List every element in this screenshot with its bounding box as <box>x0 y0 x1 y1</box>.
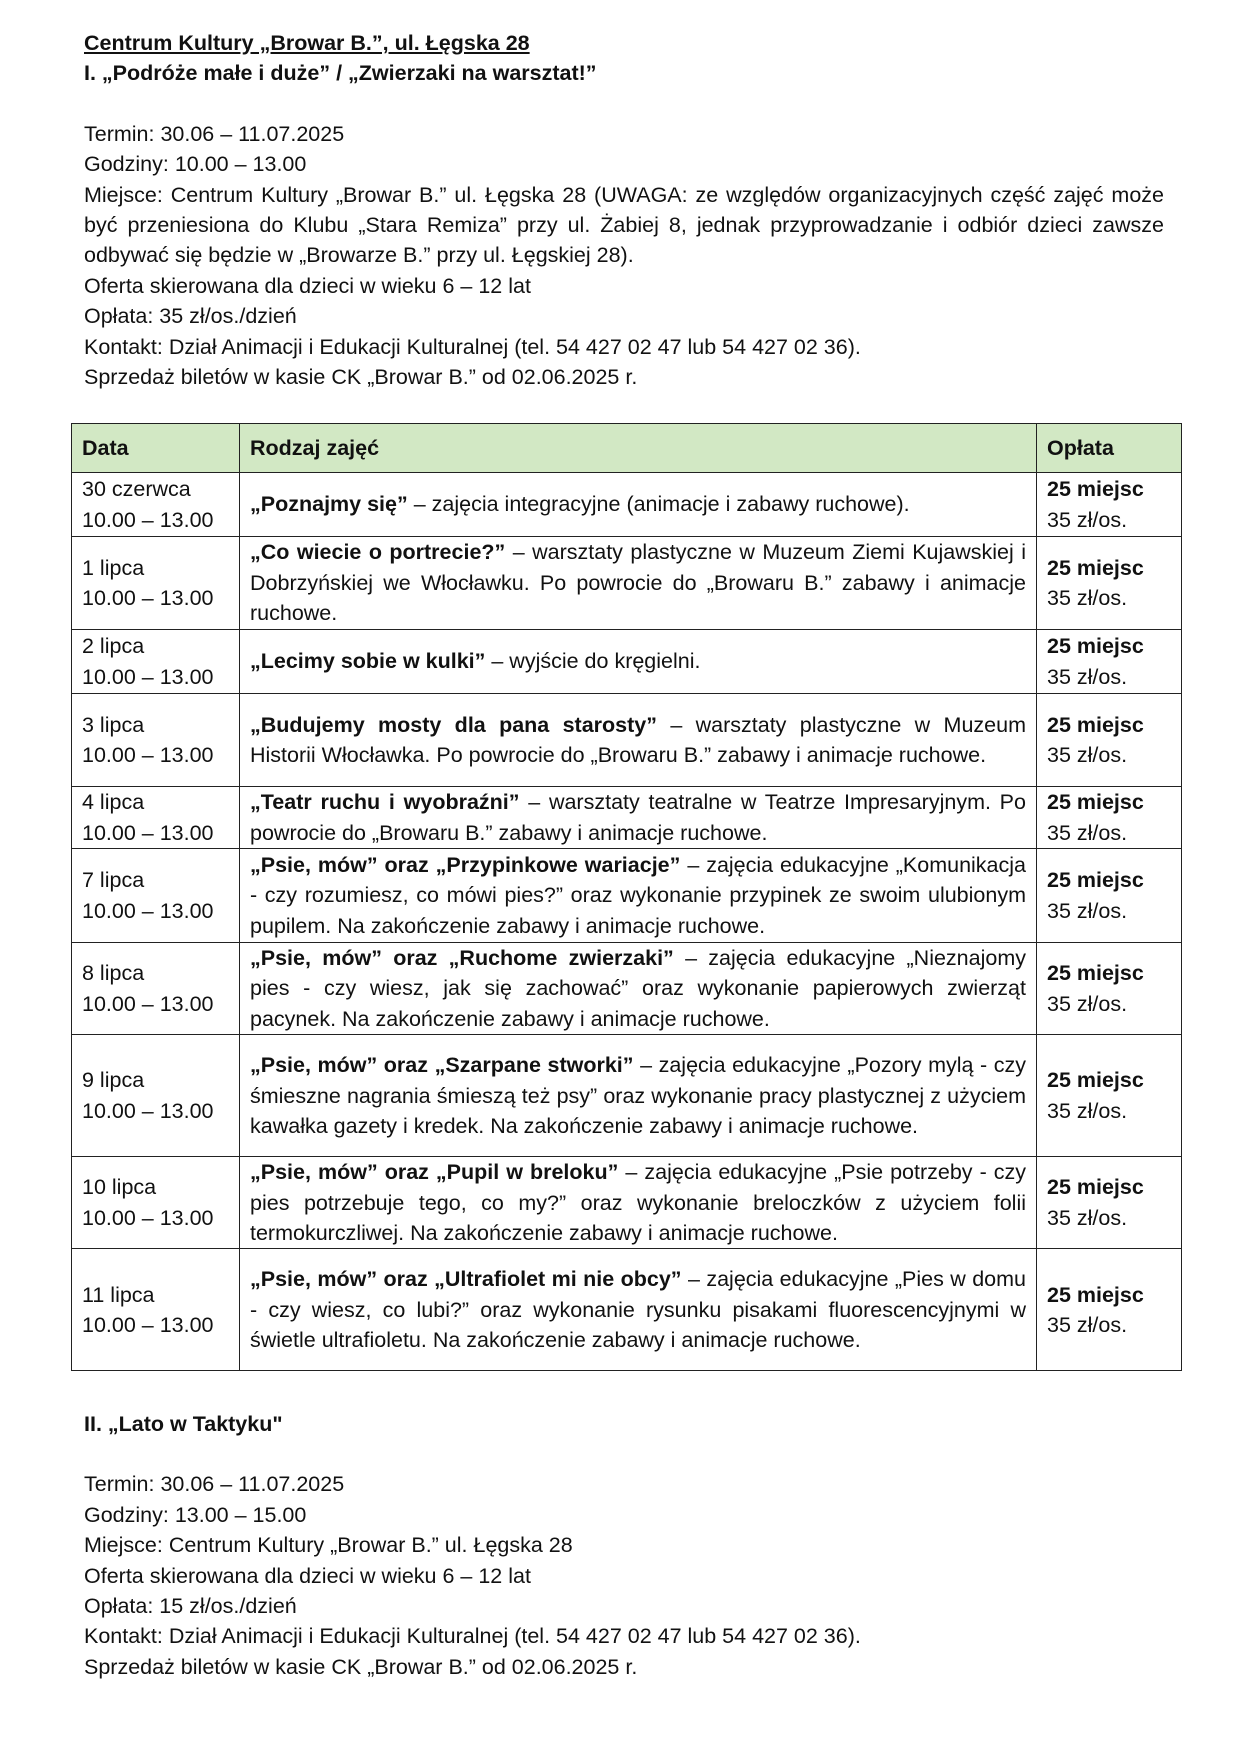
fee-line: Opłata: 35 zł/os./dzień <box>84 304 297 329</box>
row-day: 3 lipca <box>82 712 145 737</box>
row-title: „Psie, mów” oraz „Przypinkowe wariacje” <box>250 852 681 877</box>
row-price: 35 zł/os. <box>1047 820 1128 845</box>
row-seats: 25 miejsc <box>1047 555 1144 580</box>
row-hours: 10.00 – 13.00 <box>82 1205 214 1230</box>
row-seats: 25 miejsc <box>1047 1282 1144 1307</box>
table-row <box>72 473 1182 537</box>
table-row <box>72 537 1182 630</box>
row-price: 35 zł/os. <box>1047 507 1128 532</box>
row-hours: 10.00 – 13.00 <box>82 1098 214 1123</box>
row-seats: 25 miejsc <box>1047 961 1144 986</box>
row-price: 35 zł/os. <box>1047 898 1128 923</box>
row-seats: 25 miejsc <box>1047 1068 1144 1093</box>
row-title: „Psie, mów” oraz „Szarpane stworki” <box>250 1053 634 1078</box>
row-desc: – zajęcia edukacyjne „Nieznajomy pies - czy wiesz, jak się zachować” oraz wykonanie papierowych zwierząt pacynek. Na zakończenie zabawy i animacje ruchowe. <box>250 946 1026 1031</box>
table-row <box>72 1035 1182 1157</box>
offer-line: Oferta skierowana dla dzieci w wieku 6 – 12 lat <box>84 1563 531 1588</box>
table-row <box>72 943 1182 1035</box>
venue-heading: Centrum Kultury „Browar B.”, ul. Łęgska 28 <box>84 31 530 55</box>
row-hours: 10.00 – 13.00 <box>82 664 214 689</box>
row-day: 2 lipca <box>82 634 145 659</box>
row-desc: – zajęcia edukacyjne „Komunikacja - czy rozumiesz, co mówi pies?” oraz wykonanie przypinek ze swoim ulubionym pupilem. Na zakończenie zabawy i animacje ruchowe. <box>250 852 1026 938</box>
row-price: 35 zł/os. <box>1047 1205 1128 1230</box>
row-price: 35 zł/os. <box>1047 991 1128 1016</box>
row-seats: 25 miejsc <box>1047 868 1144 893</box>
row-title: „Psie, mów” oraz „Ruchome zwierzaki” <box>250 946 674 970</box>
row-desc: – zajęcia integracyjne (animacje i zabawy ruchowe). <box>407 492 910 517</box>
section2-title: II. „Lato w Taktyku" <box>84 1412 283 1436</box>
hours-line: Godziny: 10.00 – 13.00 <box>84 152 307 177</box>
row-title: „Teatr ruchu i wyobraźni” <box>250 790 520 815</box>
row-title: „Lecimy sobie w kulki” <box>250 649 486 674</box>
row-hours: 10.00 – 13.00 <box>82 1312 214 1337</box>
row-seats: 25 miejsc <box>1047 790 1144 815</box>
row-title: „Psie, mów” oraz „Ultrafiolet mi nie obcy” <box>250 1267 682 1292</box>
row-price: 35 zł/os. <box>1047 1312 1128 1337</box>
row-day: 11 lipca <box>82 1282 155 1307</box>
term-line: Termin: 30.06 – 11.07.2025 <box>84 1472 345 1497</box>
row-day: 4 lipca <box>82 790 145 815</box>
header-activity: Rodzaj zajęć <box>240 424 1037 473</box>
contact-line: Kontakt: Dział Animacji i Edukacji Kulturalnej (tel. 54 427 02 47 lub 54 427 02 36). <box>84 334 861 359</box>
place-line: Miejsce: Centrum Kultury „Browar B.” ul. Łęgska 28 (UWAGA: ze względów organizacyjnych część zajęć może być przeniesiona do Klubu „Stara Remiza” przy ul. Żabiej 8, jednak przyprowadzanie i odbiór dzieci zawsze odbywać się będzie w „Browarze B.” przy ul. Łęgskiej 28). <box>84 182 1164 268</box>
place-line: Miejsce: Centrum Kultury „Browar B.” ul. Łęgska 28 <box>84 1533 573 1558</box>
row-hours: 10.00 – 13.00 <box>82 586 214 610</box>
row-desc: – zajęcia edukacyjne „Pozory mylą - czy śmieszne nagrania śmieszą też psy” oraz wykonanie pracy plastycznej z użyciem kawałka gazety i kredek. Na zakończenie zabawy i animacje ruchowe. <box>250 1053 1026 1138</box>
row-day: 8 lipca <box>82 961 145 986</box>
offer-line: Oferta skierowana dla dzieci w wieku 6 – 12 lat <box>84 273 531 298</box>
row-price: 35 zł/os. <box>1047 1098 1128 1123</box>
row-title: „Co wiecie o portrecie?” <box>250 540 506 565</box>
row-day: 9 lipca <box>82 1068 145 1093</box>
fee-line: Opłata: 15 zł/os./dzień <box>84 1594 297 1619</box>
row-desc: – warsztaty plastyczne w Muzeum Historii Włocławka. Po powrocie do „Browaru B.” zabawy i animacje ruchowe. <box>250 712 1026 767</box>
row-hours: 10.00 – 13.00 <box>82 991 214 1016</box>
row-day: 7 lipca <box>82 868 145 893</box>
row-day: 10 lipca <box>82 1175 157 1200</box>
row-desc: – zajęcia edukacyjne „Psie potrzeby - czy pies potrzebuje tego, co my?” oraz wykonanie breloczków z użyciem folii termokurczliwej. Na zakończenie zabawy i animacje ruchowe. <box>250 1160 1026 1246</box>
hours-line: Godziny: 13.00 – 15.00 <box>84 1502 307 1527</box>
row-seats: 25 miejsc <box>1047 634 1144 659</box>
term-line: Termin: 30.06 – 11.07.2025 <box>84 121 345 146</box>
header-fee: Opłata <box>1037 424 1182 473</box>
tickets-line: Sprzedaż biletów w kasie CK „Browar B.” od 02.06.2025 r. <box>84 1654 638 1679</box>
row-hours: 10.00 – 13.00 <box>82 820 214 845</box>
table-header-row <box>72 424 1182 473</box>
tickets-line: Sprzedaż biletów w kasie CK „Browar B.” od 02.06.2025 r. <box>84 365 638 390</box>
row-price: 35 zł/os. <box>1047 743 1128 767</box>
row-price: 35 zł/os. <box>1047 664 1128 689</box>
section1-title: I. „Podróże małe i duże” / „Zwierzaki na warsztat!” <box>84 61 597 86</box>
row-hours: 10.00 – 13.00 <box>82 507 214 532</box>
row-title: „Poznajmy się” <box>250 492 408 517</box>
table-row <box>72 1157 1182 1249</box>
contact-line: Kontakt: Dział Animacji i Edukacji Kulturalnej (tel. 54 427 02 47 lub 54 427 02 36). <box>84 1624 861 1649</box>
table-row <box>72 630 1182 694</box>
row-title: „Budujemy mosty dla pana starosty” <box>250 712 657 737</box>
row-seats: 25 miejsc <box>1047 477 1144 502</box>
row-day: 30 czerwca <box>82 477 191 502</box>
row-desc: – wyjście do kręgielni. <box>485 649 701 674</box>
row-desc: – warsztaty teatralne w Teatrze Impresaryjnym. Po powrocie do „Browaru B.” zabawy i animacje ruchowe. <box>250 790 1026 845</box>
row-seats: 25 miejsc <box>1047 1175 1144 1200</box>
table-row <box>72 694 1182 787</box>
table-row <box>72 849 1182 943</box>
row-desc: – warsztaty plastyczne w Muzeum Ziemi Kujawskiej i Dobrzyńskiej we Włocławku. Po powrocie do „Browaru B.” zabawy i animacje ruchowe. <box>250 540 1026 626</box>
row-hours: 10.00 – 13.00 <box>82 898 214 923</box>
section2-info <box>84 1409 1164 1682</box>
row-desc: – zajęcia edukacyjne „Pies w domu - czy wiesz, co lubi?” oraz wykonanie rysunku pisakami fluorescencyjnymi w świetle ultrafioletu. Na zakończenie zabawy i animacje ruchowe. <box>250 1267 1026 1353</box>
schedule-table <box>71 423 1182 1371</box>
row-day: 1 lipca <box>82 555 145 580</box>
section1-info <box>84 28 1164 392</box>
table-row <box>72 787 1182 849</box>
row-hours: 10.00 – 13.00 <box>82 743 214 767</box>
row-price: 35 zł/os. <box>1047 586 1128 610</box>
row-title: „Psie, mów” oraz „Pupil w breloku” <box>250 1160 619 1185</box>
header-date: Data <box>72 424 240 473</box>
table-row <box>72 1249 1182 1371</box>
row-seats: 25 miejsc <box>1047 712 1144 737</box>
